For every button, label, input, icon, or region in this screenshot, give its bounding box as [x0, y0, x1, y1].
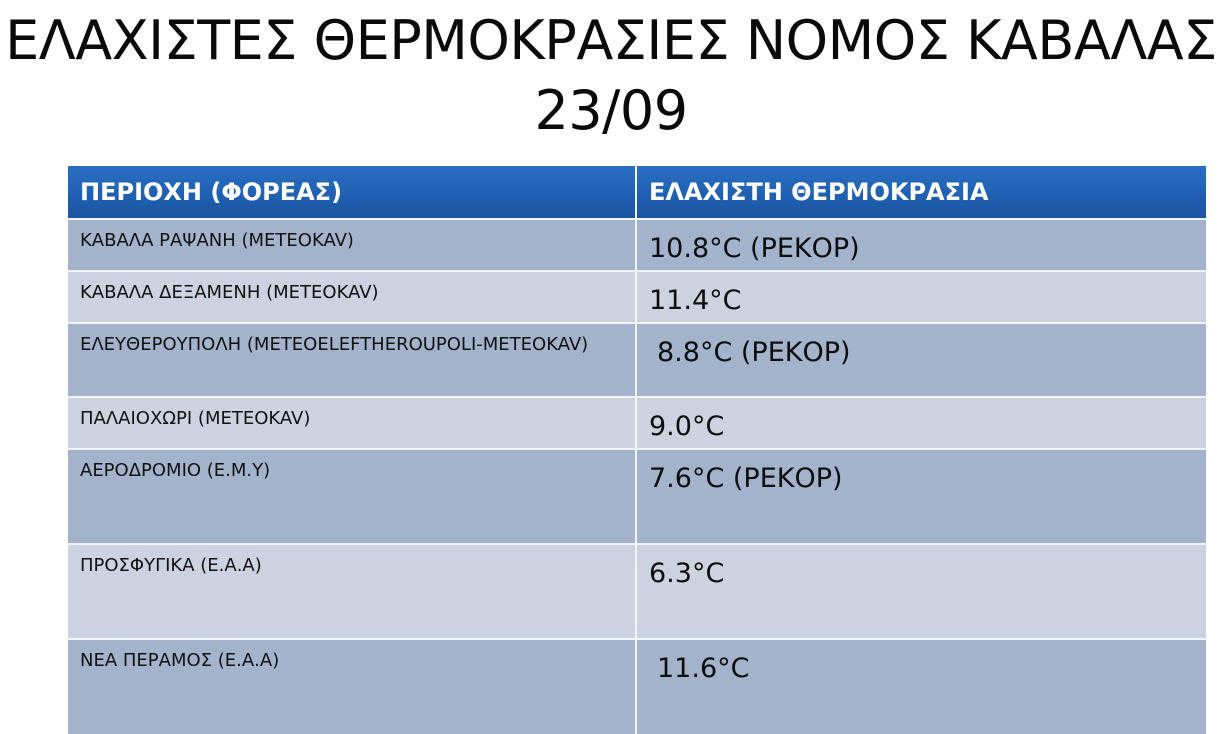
table-row	[68, 219, 1206, 271]
region-cell: ΠΑΛΑΙΟΧΩΡΙ (METEOKAV)	[68, 397, 636, 449]
temp-cell: 11.4°C	[636, 271, 1206, 323]
table-header-row	[68, 166, 1206, 219]
header-min-temp: ΕΛΑΧΙΣΤΗ ΘΕΡΜΟΚΡΑΣΙΑ	[636, 166, 1206, 219]
table-row	[68, 639, 1206, 734]
table-row	[68, 449, 1206, 544]
temp-cell: 6.3°C	[636, 544, 1206, 639]
table-row	[68, 544, 1206, 639]
temp-cell: 8.8°C (ΡΕΚΟΡ)	[636, 323, 1206, 397]
temp-cell: 10.8°C (ΡΕΚΟΡ)	[636, 219, 1206, 271]
temperature-table	[68, 166, 1206, 734]
table-row	[68, 323, 1206, 397]
region-cell: ΕΛΕΥΘΕΡΟΥΠΟΛΗ (METEOELEFTHEROUPOLI-METEOKAV)	[68, 323, 636, 397]
slide-title	[0, 6, 1222, 146]
temp-cell: 11.6°C	[636, 639, 1206, 734]
table-row	[68, 271, 1206, 323]
region-cell: ΠΡΟΣΦΥΓΙΚΑ (Ε.Α.Α)	[68, 544, 636, 639]
temp-cell: 7.6°C (ΡΕΚΟΡ)	[636, 449, 1206, 544]
region-cell: ΝΕΑ ΠΕΡΑΜΟΣ (Ε.Α.Α)	[68, 639, 636, 734]
region-cell: ΚΑΒΑΛΑ ΡΑΨΑΝΗ (METEOKAV)	[68, 219, 636, 271]
temp-cell: 9.0°C	[636, 397, 1206, 449]
title-date: 23/09	[534, 79, 688, 142]
title-line-1: ΕΛΑΧΙΣΤΕΣ ΘΕΡΜΟΚΡΑΣΙΕΣ ΝΟΜΟΣ ΚΑΒΑΛΑΣ	[5, 9, 1217, 72]
region-cell: ΚΑΒΑΛΑ ΔΕΞΑΜΕΝΗ (METEOKAV)	[68, 271, 636, 323]
region-cell: ΑΕΡΟΔΡΟΜΙΟ (Ε.Μ.Υ)	[68, 449, 636, 544]
header-region: ΠΕΡΙΟΧΗ (ΦΟΡΕΑΣ)	[68, 166, 636, 219]
table-row	[68, 397, 1206, 449]
